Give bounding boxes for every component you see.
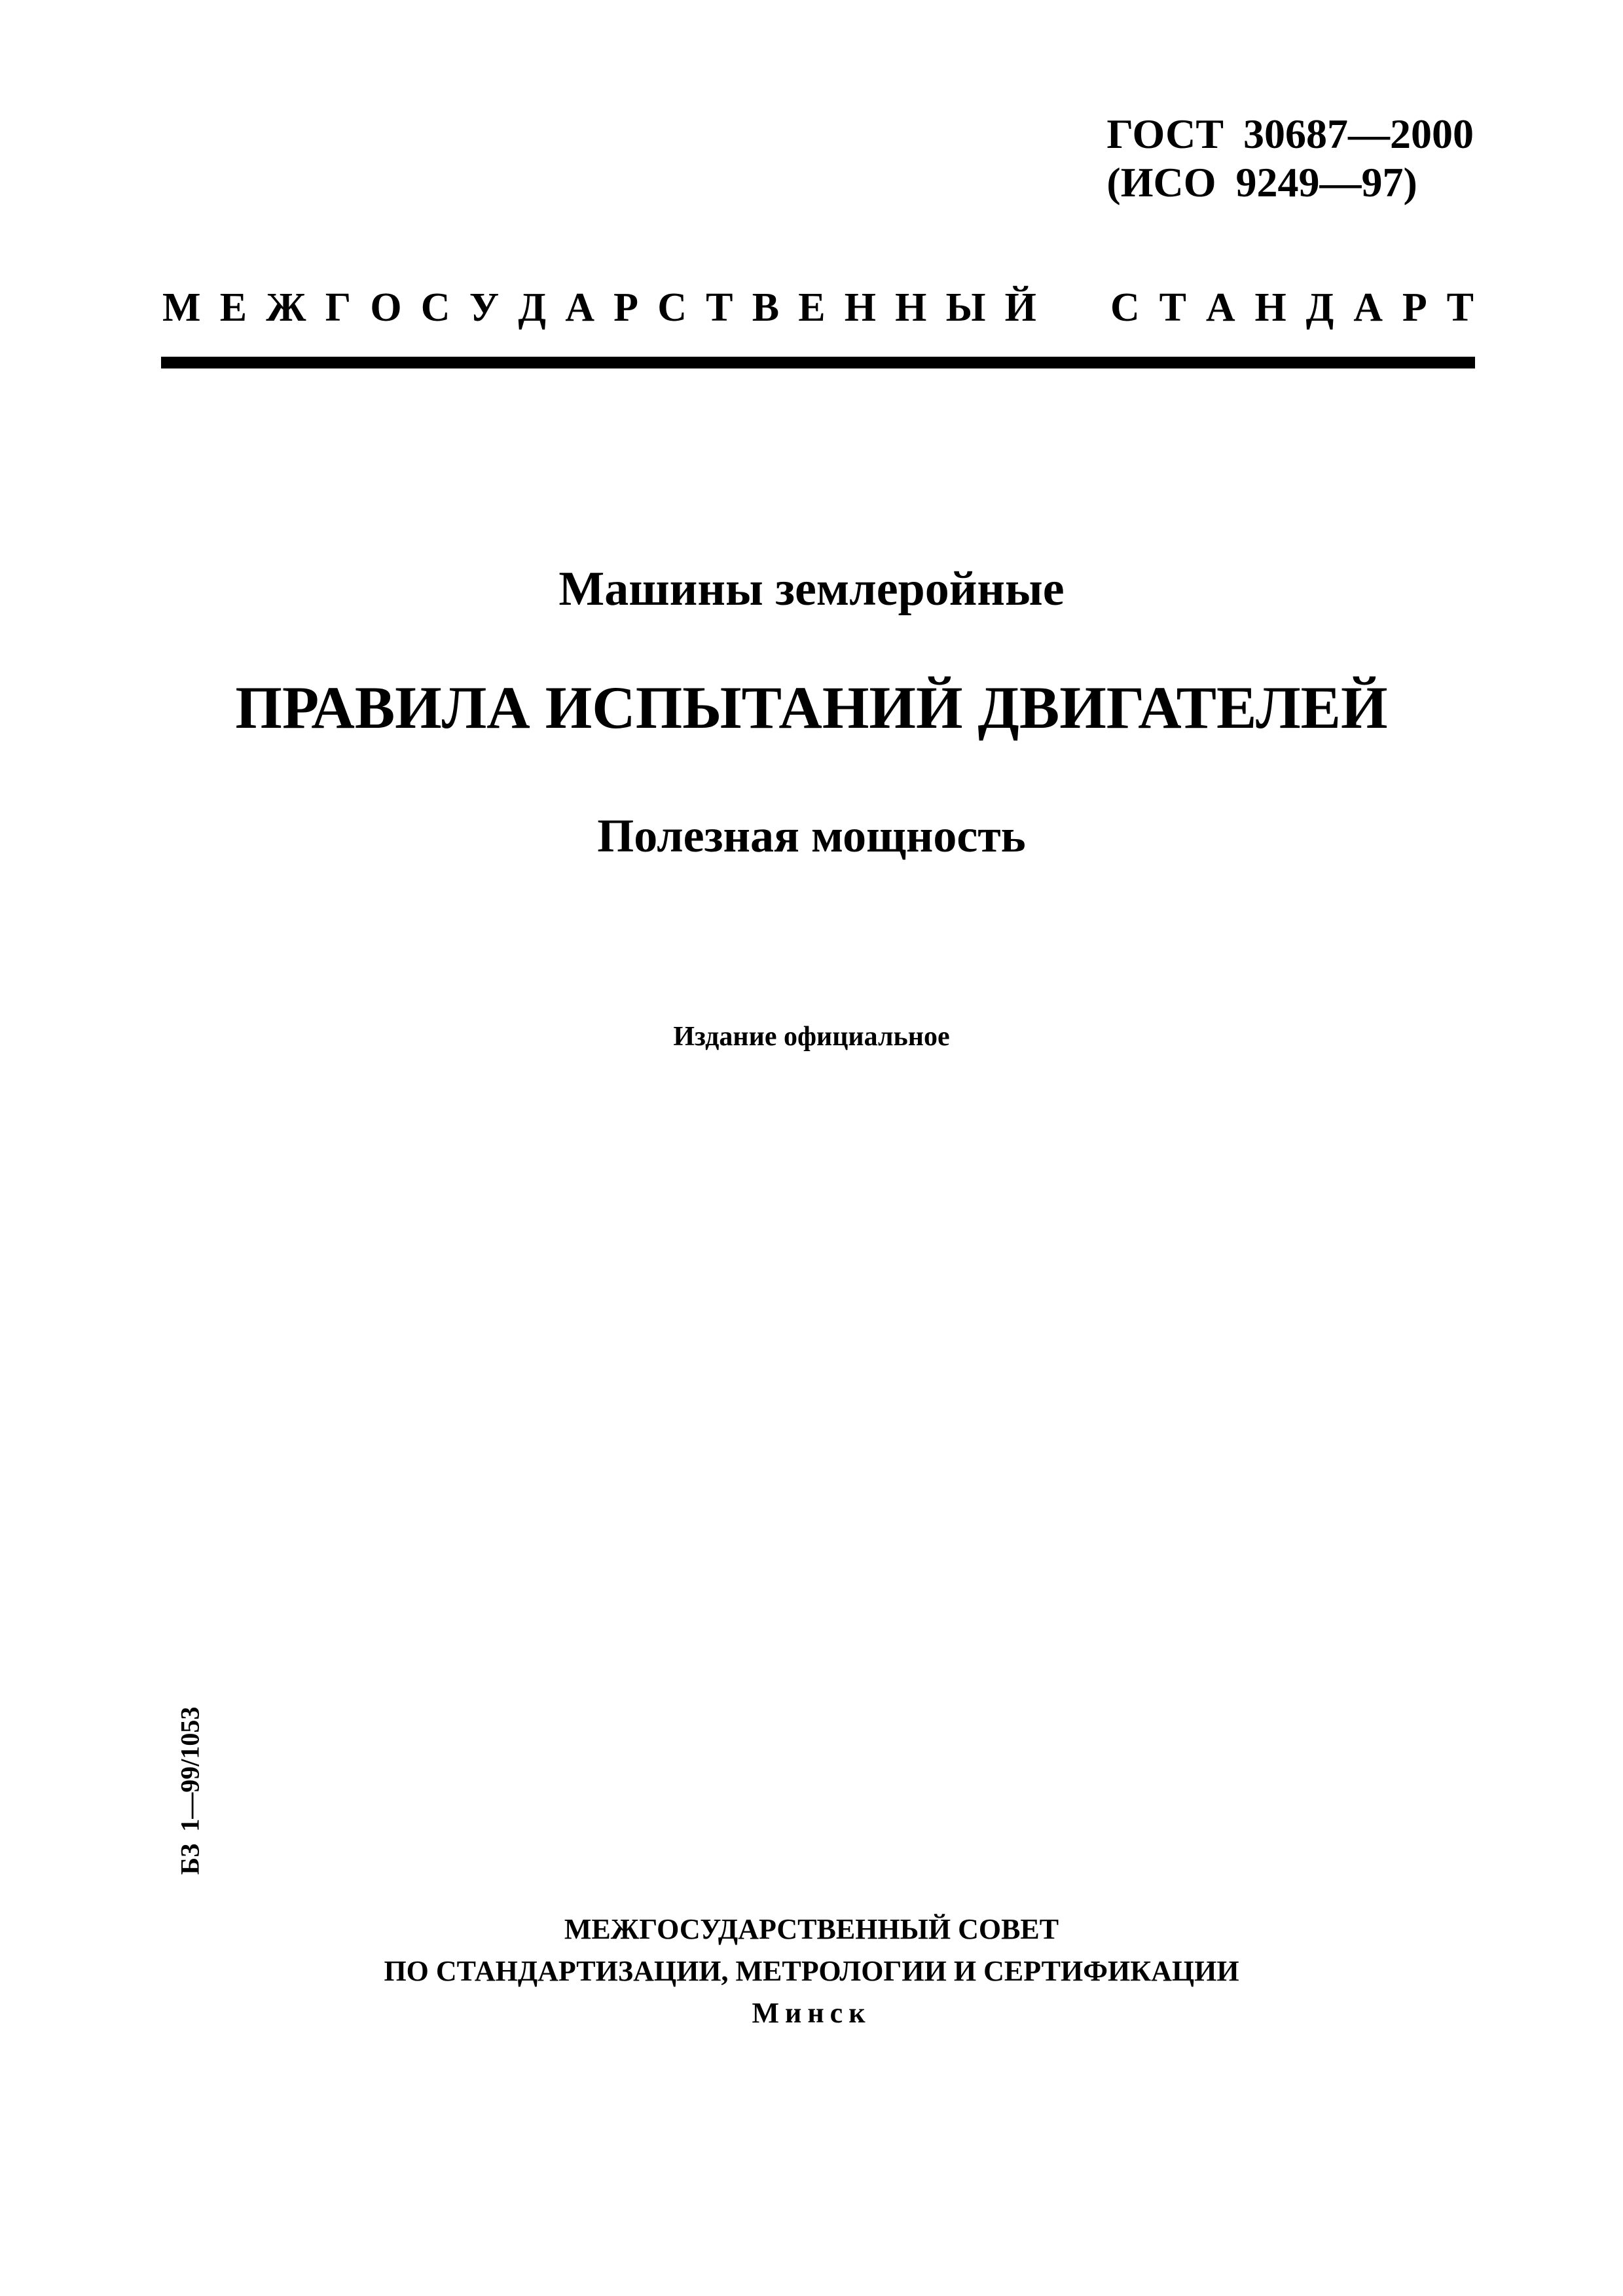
standard-type-word-2: [1110, 285, 1474, 331]
heading-letter: Е: [798, 285, 826, 330]
heading-letter: В: [752, 285, 780, 330]
heading-letter: Ы: [945, 285, 986, 330]
heading-letter: Д: [1305, 285, 1334, 330]
header-rule: [161, 357, 1475, 368]
document-title: ПРАВИЛА ИСПЫТАНИЙ ДВИГАТЕЛЕЙ: [235, 674, 1388, 741]
publisher-line-2: ПО СТАНДАРТИЗАЦИИ, МЕТРОЛОГИИ И СЕРТИФИКАЦИИ: [384, 1955, 1239, 1987]
heading-letter: Т: [1446, 285, 1474, 330]
standard-type-word-1: [162, 285, 1036, 331]
standard-type-heading: [162, 281, 1474, 334]
heading-letter: Т: [1159, 285, 1187, 330]
heading-letter: Н: [844, 285, 876, 330]
document-subtitle: Полезная мощность: [597, 810, 1026, 862]
gost-number: ГОСТ 30687—2000: [1106, 111, 1474, 157]
heading-letter: Й: [1004, 285, 1036, 330]
heading-letter: С: [657, 285, 687, 330]
heading-letter: Г: [325, 285, 352, 330]
heading-letter: Н: [895, 285, 927, 330]
heading-letter: М: [162, 285, 201, 330]
document-subject: Машины землеройные: [558, 562, 1065, 616]
publisher-city: Минск: [752, 1997, 871, 2029]
heading-letter: А: [1353, 285, 1383, 330]
publisher-block: [0, 1909, 1623, 2034]
heading-letter: А: [565, 285, 594, 330]
heading-letter: Р: [1402, 285, 1427, 330]
heading-letter: У: [469, 285, 500, 330]
heading-letter: Т: [706, 285, 733, 330]
heading-letter: Е: [219, 285, 247, 330]
iso-number: (ИСО 9249—97): [1106, 159, 1417, 206]
heading-letter: Р: [613, 285, 639, 330]
standard-designation: [1106, 110, 1474, 207]
publisher-line-1: МЕЖГОСУДАРСТВЕННЫЙ СОВЕТ: [564, 1913, 1059, 1945]
heading-letter: С: [420, 285, 450, 330]
heading-letter: Д: [518, 285, 547, 330]
heading-letter: Н: [1254, 285, 1286, 330]
heading-letter: Ж: [266, 285, 306, 330]
heading-letter: О: [370, 285, 402, 330]
heading-letter: С: [1110, 285, 1140, 330]
edition-label: Издание официальное: [673, 1022, 950, 1052]
side-code: БЗ 1—99/1053: [175, 1706, 205, 1875]
heading-letter: А: [1205, 285, 1235, 330]
